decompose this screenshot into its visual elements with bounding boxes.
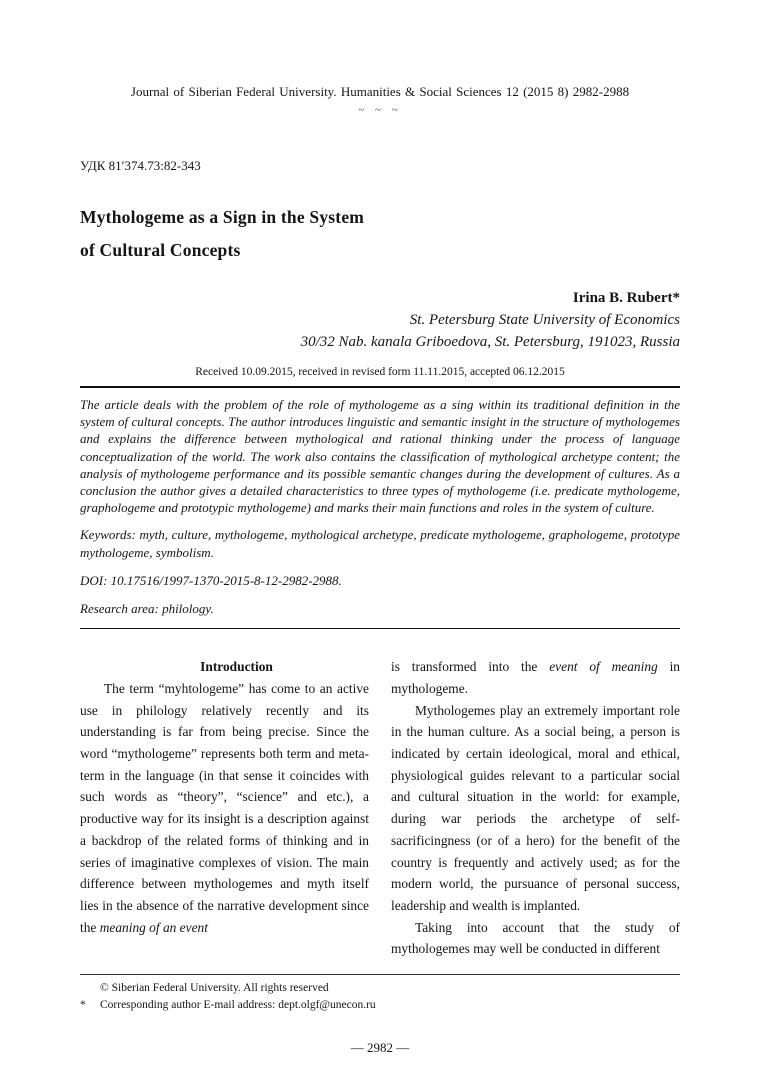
article-title-line2: of Cultural Concepts [80,240,241,260]
copyright-note [80,980,680,997]
abstract-text: The article deals with the problem of the role of mythologeme as a sing within its traditional definition in the system of cultural concepts. The author introduces linguistic and semantic insight in the structure of mythologemes and explains the difference between mythological and rational thinking under the process of language conceptualization of the world. The work also contains the classification of mythological archetype content; the analysis of mythologeme performance and its possible semantic changes during the development of cultures. As a conclusion the author gives a detailed characteristics to three types of mythologeme (i.e. predicate mythologeme, graphologeme and prototypic mythologeme) and marks their main functions and roles in the system of culture. [80,397,680,516]
corresponding-author-text: Corresponding author E-mail address: dept.olgf@unecon.ru [100,998,376,1011]
tilde-separator: ~ ~ ~ [358,104,402,116]
corresponding-author-note [80,997,680,1014]
right-paragraph-3: Taking into account that the study of mythologemes may well be conducted in different [391,919,680,957]
page-number: — 2982 — [350,1040,410,1056]
left-paragraph-1-text: The term “myhtologeme” has come to an active use in philology relatively recently and its understanding is far from being precise. Since the word “mythologeme” represents both term and meta-term in the language (in that sense it coincides with such words as “theory”, “science” and etc.), a productive way for its insight is a description against a backdrop of the related forms of thinking and in series of imaginative complexes of vision. The main difference between mythologemes and myth itself lies in the absence of the narrative development since the [80,680,369,935]
right-paragraph-1 [391,656,680,699]
udc-code: УДК 81′374.73:82-343 [80,158,201,173]
doi-text: DOI: 10.17516/1997-1370-2015-8-12-2982-2988. [80,572,342,588]
right-paragraph-1-post: in mythologeme. [391,659,680,696]
introduction-heading: Introduction [200,659,273,675]
right-paragraph-1-pre: is transformed into the [391,659,550,675]
right-paragraph-1-italic: event of meaning [549,659,658,675]
author-block [80,287,680,353]
copyright-text: © Siberian Federal University. All rights reserved [100,982,329,995]
column-right [391,656,680,960]
abstract-bottom-divider [80,628,680,629]
author-affiliation-line2: 30/32 Nab. kanala Griboedova, St. Petersburg, 191023, Russia [300,334,680,350]
column-left [80,656,369,960]
body-columns [80,656,680,960]
left-paragraph-1 [80,678,369,938]
footnote-divider [80,974,680,975]
right-paragraph-2: Mythologemes play an extremely important role in the human culture. As a social being, a person is indicated by certain ideological, moral and ethical, physiological guides relevant to a particular social and cultural situation in the world: for example, during war periods the archetype of self-sacrificingness (or of a hero) for the benefit of the country is frequently and actively used; as for the modern world, the pursuance of personal success, leadership and wealth is implanted. [391,702,680,913]
article-title [80,201,680,267]
footnotes [80,980,680,1013]
author-name: Irina B. Rubert* [572,290,680,306]
received-dates: Received 10.09.2015, received in revised form 11.11.2015, accepted 06.12.2015 [195,366,565,378]
left-paragraph-1-italic: meaning of an event [99,919,208,935]
author-affiliation-line1: St. Petersburg State University of Economics [409,312,680,328]
abstract-top-divider [80,386,680,388]
article-title-line1: Mythologeme as a Sign in the System [80,207,365,227]
keywords-text: Keywords: myth, culture, mythologeme, mythological archetype, predicate mythologeme, graphologeme, prototype mythologeme, symbolism. [80,527,680,560]
journal-header: Journal of Siberian Federal University. Humanities & Social Sciences 12 (2015 8) 2982-2988 [130,84,630,99]
research-area-text: Research area: philology. [80,601,214,617]
asterisk-marker: * [80,998,86,1011]
copyright-marker [80,980,100,997]
